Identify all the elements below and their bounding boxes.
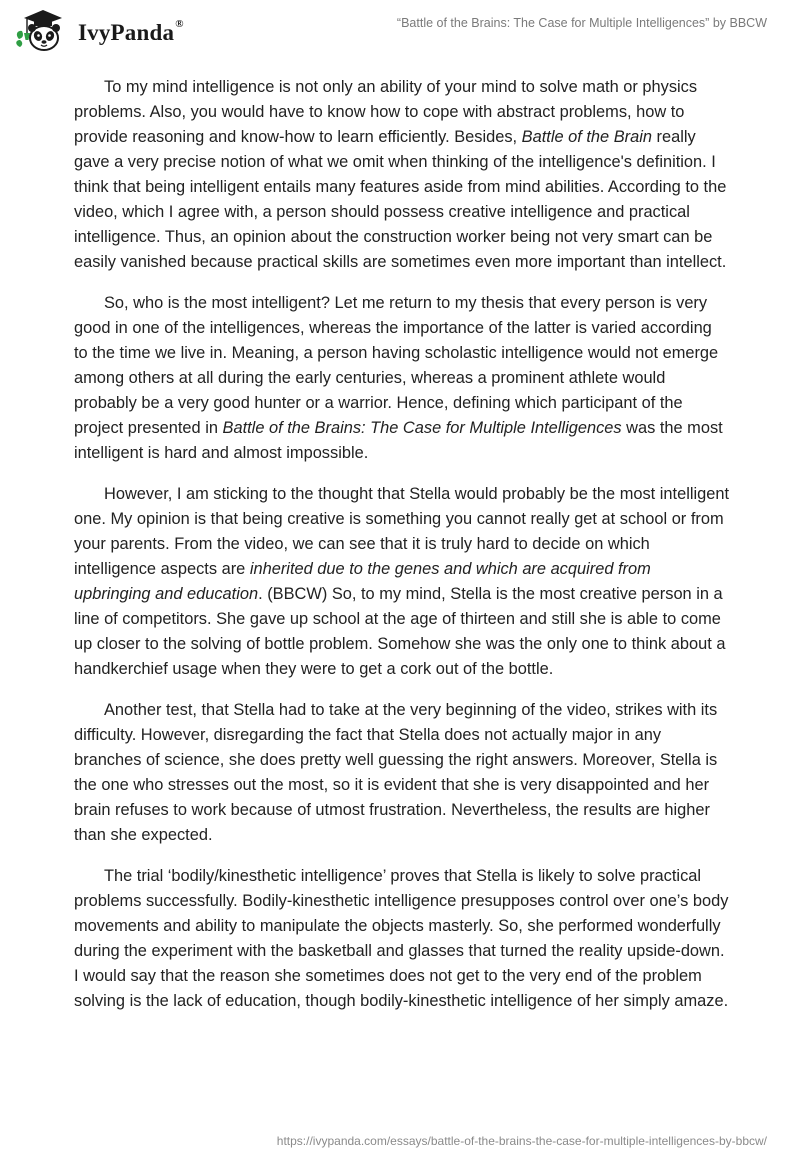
essay-paragraph (74, 482, 730, 682)
italic-text: Battle of the Brains: The Case for Multiple Intelligences (222, 419, 622, 437)
paragraph-text: . (BBCW) So, to my mind, Stella is the most creative person in a line of competitors. She gave up school at the age of thirteen and still she is able to come up closer to the solving of bottle problem. Somehow she was the only one to think about a handkerchief usage when they were to get a cork out of the bottle. (74, 585, 726, 678)
italic-text: inherited due to the genes and which are acquired from upbringing and education (74, 560, 651, 603)
paragraph-text: Another test, that Stella had to take at the very beginning of the video, strikes with its difficulty. However, disregarding the fact that Stella does not actually major in any branches of science, she does pretty well guessing the right answers. Moreover, Stella is the one who stresses out the most, so it is evident that she is very disappointed and her brain refuses to work because of utmost frustration. Nevertheless, the results are higher than she expected. (74, 701, 718, 844)
ivypanda-logo[interactable] (14, 7, 234, 55)
panda-graduate-icon (14, 9, 72, 53)
brand-name (78, 20, 184, 46)
essay-paragraph (74, 75, 730, 275)
paragraph-text: To my mind intelligence is not only an ability of your mind to solve math or physics problems. Also, you would have to know how to cope with abstract problems, how to provide reasoning and know-how to learn efficiently. Besides, (74, 78, 698, 146)
brand-name-text: IvyPanda (78, 20, 175, 45)
essay-paragraph (74, 291, 730, 466)
essay-paragraph (74, 698, 730, 848)
paragraph-text: However, I am sticking to the thought that Stella would probably be the most intelligent one. My opinion is that being creative is something you cannot really get at school or from your parents. From the video, we can see that it is truly hard to decide on which intelligence aspects are (74, 485, 730, 578)
paragraph-text: was the most intelligent is hard and almost impossible. (74, 419, 723, 462)
essay-paragraph (74, 864, 730, 1014)
page-header (0, 0, 800, 60)
paragraph-text: really gave a very precise notion of what we omit when thinking of the intelligence's definition. I think that being intelligent entails many features aside from mind abilities. According to the video, which I agree with, a person should possess creative intelligence and practical intelligence. Thus, an opinion about the construction worker being not very smart can be easily vanished because practical skills are sometimes even more important than intellect. (74, 128, 727, 271)
paragraph-text: The trial ‘bodily/kinesthetic intelligence’ proves that Stella is likely to solve practical problems successfully. Bodily-kinesthetic intelligence presupposes control over one’s body movements and ability to manipulate the objects masterly. So, she performed wonderfully during the experiment with the basketball and glasses that turned the reality upside-down. I would say that the reason she sometimes does not get to the very end of the problem solving is the lack of education, though bodily-kinesthetic intelligence of her simply amaze. (74, 867, 729, 1010)
source-url[interactable]: https://ivypanda.com/essays/battle-of-the-brains-the-case-for-multiple-intelligences-by-bbcw/ (276, 1134, 767, 1148)
document-title: “Battle of the Brains: The Case for Multiple Intelligences” by BBCW (396, 16, 767, 30)
paragraph-text: So, who is the most intelligent? Let me return to my thesis that every person is very good in one of the intelligences, whereas the importance of the latter is varied according to the time we live in. Meaning, a person having scholastic intelligence would not emerge among others at all during the early centuries, whereas a prominent athlete would probably be a very good hunter or a warrior. Hence, defining which participant of the project presented in (74, 294, 719, 437)
essay-body (74, 75, 730, 1030)
italic-text: Battle of the Brain (521, 128, 652, 146)
registered-mark: ® (175, 18, 184, 30)
